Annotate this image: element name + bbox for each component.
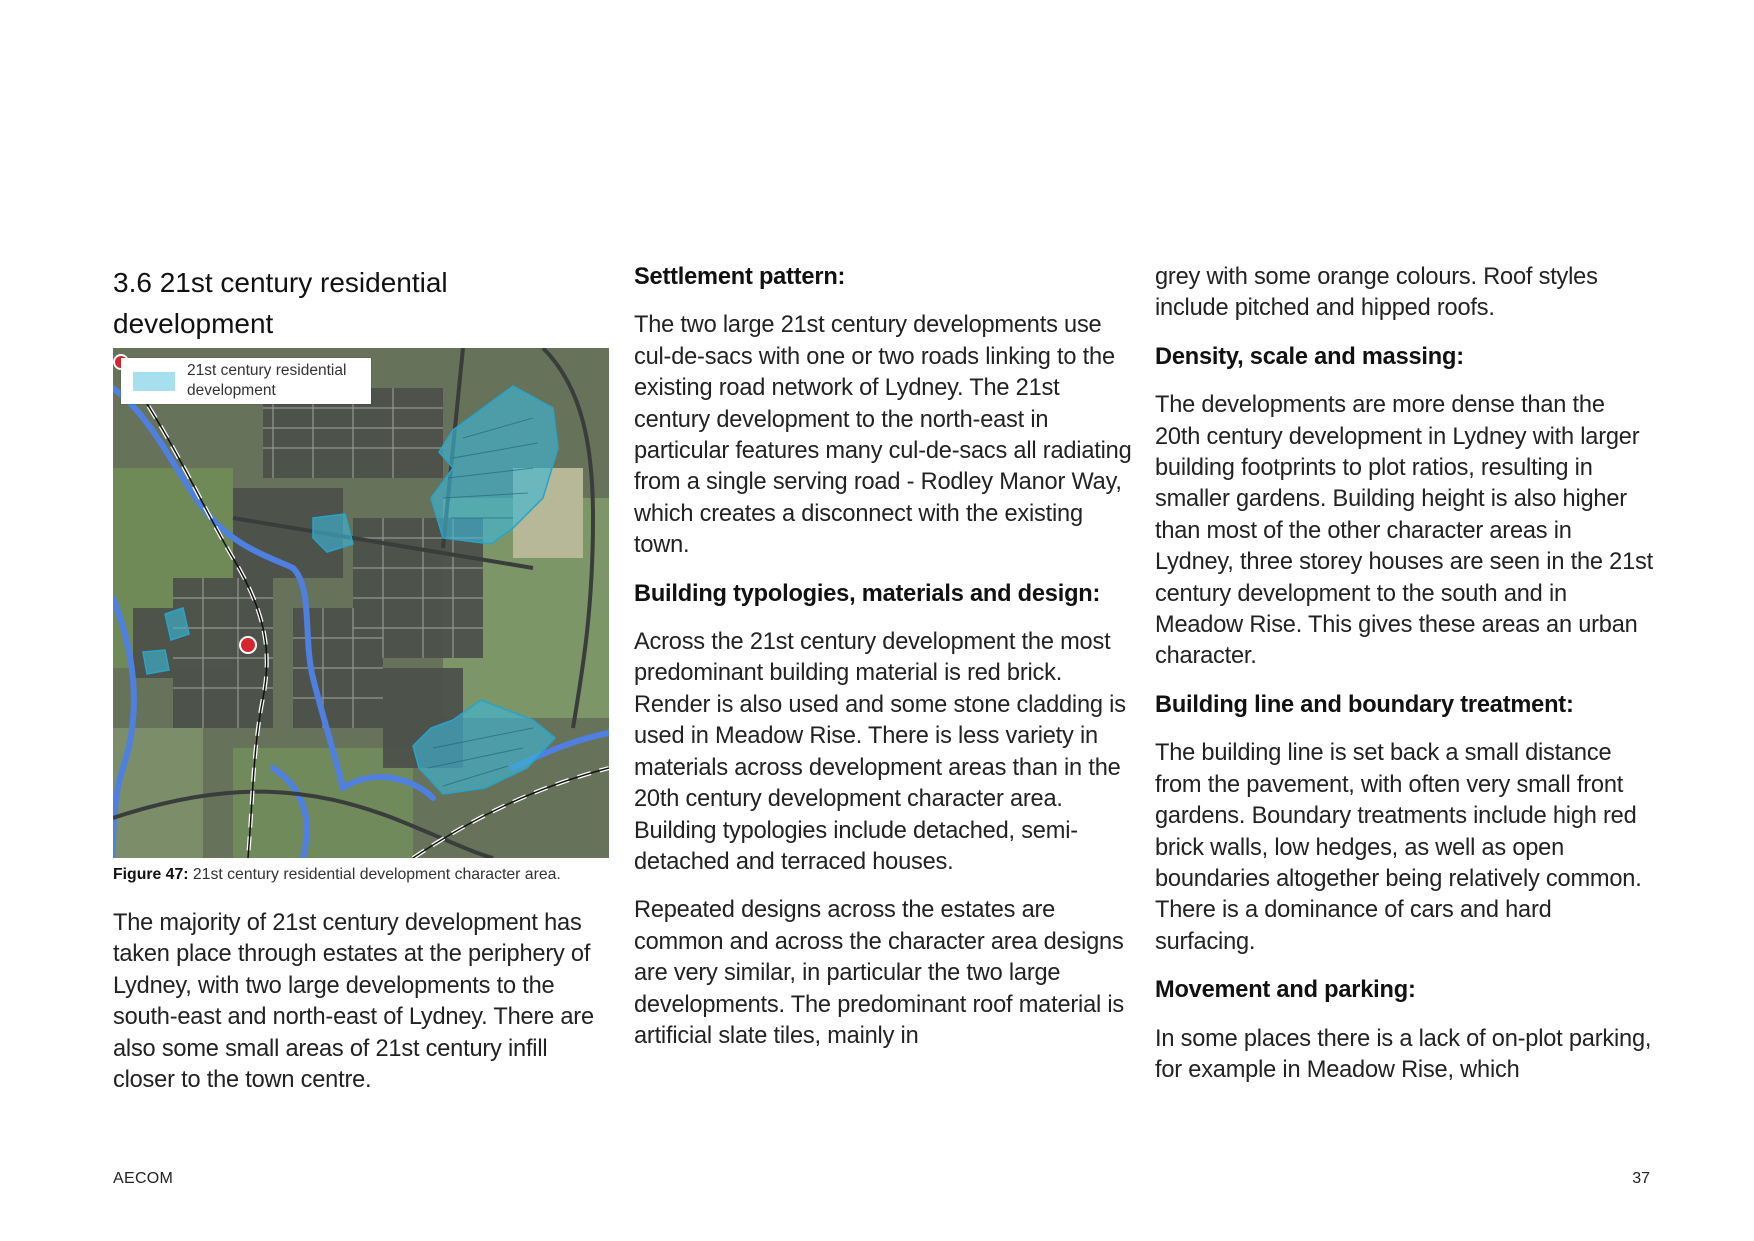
paragraph-movement: In some places there is a lack of on-plot parking, for example in Meadow Rise, which bbox=[1155, 1025, 1652, 1083]
heading-density: Density, scale and massing: bbox=[1155, 343, 1464, 370]
heading-settlement-pattern: Settlement pattern: bbox=[634, 264, 846, 290]
paragraph-repeated-designs: Repeated designs across the estates are common and across the character area designs are very similar, in particular the two large developments. The predominant roof material is artificial slate tiles, mainly in bbox=[634, 897, 1125, 1049]
paragraph-building-line: The building line is set back a small distance from the pavement, with often very small front gardens. Boundary treatments include high red brick walls, low hedges, as well as open boundaries altogether being relatively common. There is a dominance of cars and hard surfacing. bbox=[1155, 740, 1642, 955]
map-legend bbox=[121, 358, 371, 404]
column-3 bbox=[1155, 262, 1655, 1103]
heading-movement: Movement and parking: bbox=[1155, 977, 1416, 1004]
section-title: 3.6 21st century residential development bbox=[113, 267, 448, 339]
figure-caption bbox=[113, 864, 611, 886]
caption-text: 21st century residential development character area. bbox=[192, 866, 561, 883]
heading-building-typologies: Building typologies, materials and design: bbox=[634, 580, 1101, 607]
column-1 bbox=[113, 262, 611, 1113]
paragraph-settlement-pattern: The two large 21st century developments use cul-de-sacs with one or two roads linking to the existing road network of Lydney. The 21st century development to the north-east in particular features many cul-de-sacs all radiating from a single serving road - Rodley Manor Way, which creates a disconnect with the existing town. bbox=[634, 312, 1132, 559]
paragraph-building-typologies: Across the 21st century development the most predominant building material is red brick. Render is also used and some stone cladding is used in Meadow Rise. There is less variety in materials across development areas than in the 20th century development character area. Building typologies include detached, semi-detached and terraced houses. bbox=[634, 629, 1126, 875]
character-area-map bbox=[113, 348, 609, 858]
heading-building-line: Building line and boundary treatment: bbox=[1155, 691, 1574, 718]
caption-label: Figure 47: bbox=[113, 866, 189, 883]
column-2 bbox=[634, 262, 1139, 1069]
paragraph-density: The developments are more dense than the 20th century development in Lydney with larger building footprints to plot ratios, resulting in smaller gardens. Building height is also higher than most of the other character areas in Lydney, three storey houses are seen in the 21st century development to the south and in Meadow Rise. This gives these areas an urban character. bbox=[1155, 392, 1653, 670]
legend-label: 21st century residential development bbox=[187, 362, 347, 399]
legend-swatch bbox=[133, 372, 175, 391]
page-number: 37 bbox=[1632, 1170, 1650, 1187]
footer-brand: AECOM bbox=[113, 1170, 174, 1187]
intro-paragraph: The majority of 21st century development has taken place through estates at the periphery of Lydney, with two large developments to the south-east and north-east of Lydney. There are also some small areas of 21st century infill closer to the town centre. bbox=[113, 910, 594, 1094]
aerial-map-image bbox=[113, 348, 609, 858]
paragraph-roof-continued: grey with some orange colours. Roof styles include pitched and hipped roofs. bbox=[1155, 264, 1598, 322]
